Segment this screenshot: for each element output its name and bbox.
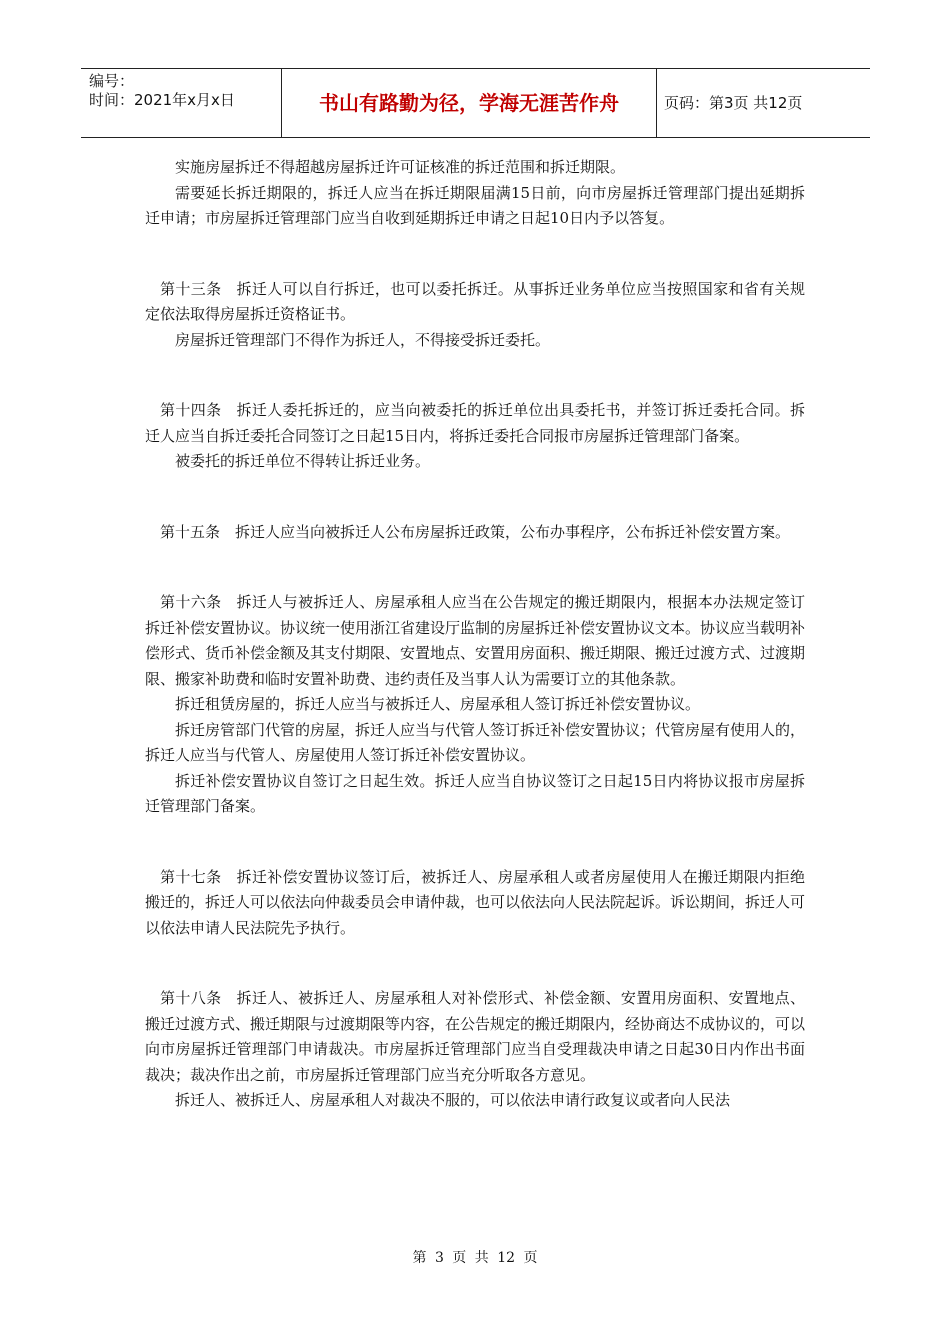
article-text: 拆迁人与被拆迁人、房屋承租人应当在公告规定的搬迁期限内，根据本办法规定签订拆迁补偿安置协议。协议统一使用浙江省建设厅监制的房屋拆迁补偿安置协议文本。协议应当载明补偿形式、货币补偿金额及其支付期限、安置地点、安置用房面积、搬迁期限、搬迁过渡方式、过渡期限、搬家补助费和临时安置补助费、违约责任及当事人认为需要订立的其他条款。 [145,593,806,688]
body-paragraph: 拆迁租赁房屋的，拆迁人应当与被拆迁人、房屋承租人签订拆迁补偿安置协议。 [175,695,701,713]
article-17 [145,865,805,942]
article-number: 第十六条 [160,593,222,611]
article-number: 第十三条 [160,279,222,298]
page-footer: 第 3 页 共 12 页 [412,1250,538,1266]
article-text: 拆迁人委托拆迁的，应当向被委托的拆迁单位出具委托书，并签订拆迁委托合同。拆迁人应当自拆迁委托合同签订之日起15日内，将拆迁委托合同报市房屋拆迁管理部门备案。 [145,401,805,445]
article-15 [145,520,805,546]
document-date-label: 时间：2021年x月x日 [89,91,235,109]
header-page-info: 页码：第3页 共12页 [664,94,803,112]
body-paragraph: 拆迁房管部门代管的房屋，拆迁人应当与代管人签订拆迁补偿安置协议；代管房屋有使用人的，拆迁人应当与代管人、房屋使用人签订拆迁补偿安置协议。 [145,720,806,764]
article-14 [145,398,805,449]
body-paragraph: 房屋拆迁管理部门不得作为拆迁人，不得接受拆迁委托。 [175,330,551,349]
body-paragraph: 拆迁补偿安置协议自签订之日起生效。拆迁人应当自协议签订之日起15日内将协议报市房屋拆迁管理部门备案。 [145,771,805,815]
header-motto: 书山有路勤为径，学海无涯苦作舟 [282,69,657,137]
body-paragraph: 需要延长拆迁期限的，拆迁人应当在拆迁期限届满15日前，向市房屋拆迁管理部门提出延期拆迁申请；市房屋拆迁管理部门应当自收到延期拆迁申请之日起10日内予以答复。 [145,183,805,227]
document-code-label: 编号： [89,72,135,90]
article-number: 第十五条 [160,522,221,541]
article-number: 第十四条 [160,401,222,419]
article-text: 拆迁人、被拆迁人、房屋承租人对补偿形式、补偿金额、安置用房面积、安置地点、搬迁过渡方式、搬迁期限与过渡期限等内容，在公告规定的搬迁期限内，经协商达不成协议的，可以向市房屋拆迁管理部门申请裁决。市房屋拆迁管理部门应当自受理裁决申请之日起30日内作出书面裁决；裁决作出之前，市房屋拆迁管理部门应当充分听取各方意见。 [145,989,806,1084]
article-text: 拆迁人可以自行拆迁，也可以委托拆迁。从事拆迁业务单位应当按照国家和省有关规定依法取得房屋拆迁资格证书。 [145,279,805,323]
page-header [81,68,870,138]
document-body [145,155,805,1114]
article-number: 第十八条 [160,989,222,1007]
article-number: 第十七条 [160,867,222,886]
body-paragraph: 拆迁人、被拆迁人、房屋承租人对裁决不服的，可以依法申请行政复议或者向人民法 [175,1091,731,1109]
body-paragraph: 被委托的拆迁单位不得转让拆迁业务。 [175,452,431,470]
header-meta [81,69,282,137]
article-18 [145,986,805,1088]
body-paragraph: 实施房屋拆迁不得超越房屋拆迁许可证核准的拆迁范围和拆迁期限。 [175,158,626,176]
article-text: 拆迁补偿安置协议签订后，被拆迁人、房屋承租人或者房屋使用人在搬迁期限内拒绝搬迁的，拆迁人可以依法向仲裁委员会申请仲裁，也可以依法向人民法院起诉。诉讼期间，拆迁人可以依法申请人民法院先予执行。 [145,867,806,937]
article-text: 拆迁人应当向被拆迁人公布房屋拆迁政策，公布办事程序，公布拆迁补偿安置方案。 [235,522,791,541]
article-16 [145,590,805,692]
article-13 [145,277,805,328]
